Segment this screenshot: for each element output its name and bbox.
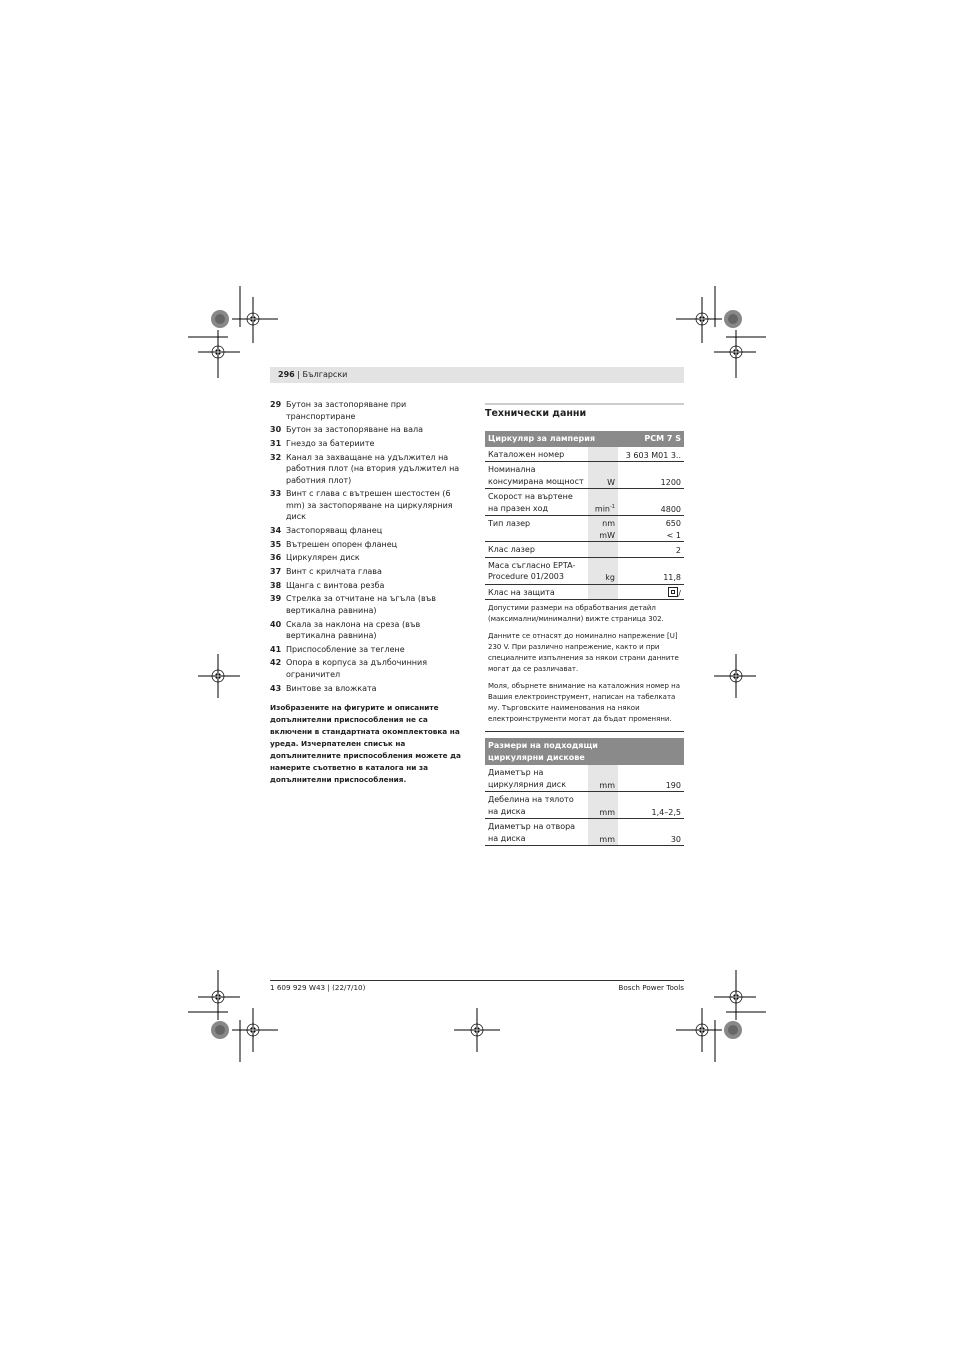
table-footnote: Данните се отнасят до номинално напрежение [U] 230 V. При различно напрежение, както и при специалните изпълнения за някои страни данните могат да се различават.: [488, 632, 679, 673]
row-label: Диаметър на циркулярния диск: [485, 765, 588, 792]
table-row: [485, 792, 684, 819]
item-number: 41: [270, 644, 282, 654]
parts-list: [270, 399, 470, 786]
item-text: Винт с глава с вътрешен шестостен (6 mm) за застопоряване на циркулярния диск: [286, 489, 453, 522]
table-row: [485, 584, 684, 600]
protection-class-icon: [668, 587, 678, 597]
row-unit: kg: [588, 557, 618, 584]
item-number: 39: [270, 594, 282, 604]
item-number: 43: [270, 683, 282, 693]
item-text: Застопоряващ фланец: [286, 525, 383, 535]
item-text: Бутон за застопоряване при транспортиране: [286, 400, 407, 421]
list-item: [270, 539, 470, 551]
row-value: 11,8: [618, 557, 684, 584]
list-item: [270, 424, 470, 436]
row-label: Клас на защита: [485, 584, 588, 600]
table-row: [485, 447, 684, 462]
item-text: Щанга с винтова резба: [286, 580, 385, 590]
item-number: 35: [270, 539, 282, 549]
table-header-model: PCM 7 S: [618, 431, 684, 447]
brand: Bosch Power Tools: [618, 983, 684, 992]
page-footer: [270, 980, 684, 992]
table-row: [485, 542, 684, 558]
row-label: [485, 530, 588, 542]
row-label: Каталожен номер: [485, 447, 588, 462]
divider: [485, 403, 684, 405]
item-text: Гнездо за батериите: [286, 438, 375, 448]
row-value: 650: [665, 519, 681, 528]
list-item: [270, 644, 470, 656]
row-label: Диаметър на отвора на диска: [485, 819, 588, 846]
list-item: [270, 683, 470, 695]
accessories-note: Изобразените на фигурите и описаните допълнителни приспособления не са включени в стандартната окомплектовка на уреда. Изчерпателен списък на допълнителните приспособления можете да намерите съответно в каталога ни за допълнителни приспособления.: [270, 703, 461, 785]
row-value: 190: [618, 765, 684, 792]
table-row: [485, 516, 684, 530]
row-value: 1200: [618, 462, 684, 489]
row-label: Скорост на въртене на празен ход: [485, 489, 588, 516]
row-value: 3 603 M01 3..: [618, 447, 684, 462]
list-item: [270, 593, 470, 616]
item-number: 37: [270, 567, 282, 576]
table-row: [485, 530, 684, 542]
list-item: [270, 657, 470, 680]
table-row: [485, 765, 684, 792]
item-number: 31: [270, 438, 282, 448]
row-label: Маса съгласно EPTA-Procedure 01/2003: [485, 557, 588, 584]
row-label: Клас лазер: [485, 542, 588, 558]
list-item: [270, 619, 470, 642]
item-number: 34: [270, 525, 282, 535]
item-text: Винтове за вложката: [286, 683, 377, 693]
item-number: 33: [270, 489, 282, 499]
table-row: [485, 489, 684, 516]
page-number: 296: [278, 370, 295, 379]
row-value: /: [618, 584, 684, 600]
technical-data-table: [485, 431, 684, 600]
list-item: [270, 452, 470, 487]
table-footnote: Моля, обърнете внимание на каталожния номер на Вашия електроинструмент, написан на табелката му. Търговските наименования на някои електроинструменти могат да бъдат променяни.: [488, 682, 681, 723]
item-text: Канал за захващане на удължител на работния плот (на втория удължител на работния плот): [286, 452, 460, 485]
table-row: [485, 462, 684, 489]
row-unit: mm: [588, 765, 618, 792]
item-text: Циркулярен диск: [286, 553, 360, 563]
item-text: Стрелка за отчитане на ъгъла (във вертикална равнина): [286, 594, 437, 615]
item-text: Бутон за застопоряване на вала: [286, 425, 423, 435]
list-item: [270, 552, 470, 564]
doc-code: 1 609 929 W43 | (22/7/10): [270, 983, 366, 992]
item-text: Вътрешен опорен фланец: [286, 539, 398, 549]
section-title: Технически данни: [485, 408, 587, 419]
item-text: Приспособление за теглене: [286, 644, 405, 654]
page-header: 296 | Български: [270, 367, 684, 383]
table-row: [485, 557, 684, 584]
item-number: 40: [270, 619, 282, 629]
divider: [485, 731, 684, 732]
list-item: [270, 525, 470, 537]
list-item: [270, 399, 470, 422]
row-unit: [588, 542, 618, 558]
row-value: < 1: [618, 530, 684, 542]
item-number: 36: [270, 553, 282, 563]
row-unit: [588, 447, 618, 462]
row-unit: mW: [588, 530, 618, 542]
list-item: [270, 566, 470, 578]
table-header-label: Циркуляр за ламперия: [485, 431, 618, 447]
item-text: Скала за наклона на среза (във вертикална равнина): [286, 619, 421, 641]
list-item: [270, 488, 470, 523]
row-value: 4800: [618, 489, 684, 516]
item-number: 38: [270, 580, 282, 590]
row-unit: nm: [588, 516, 618, 530]
language-label: Български: [302, 370, 348, 379]
blade-sizes-table: [485, 738, 684, 846]
row-unit: mm: [588, 792, 618, 819]
technical-data-section: [485, 403, 684, 846]
row-label: Дебелина на тялото на диска: [485, 792, 588, 819]
item-number: 29: [270, 400, 282, 409]
item-text: Опора в корпуса за дълбочинния ограничител: [286, 658, 428, 679]
row-value: 1,4–2,5: [618, 792, 684, 819]
table-row: [485, 819, 684, 846]
list-item: [270, 580, 470, 592]
row-label: Тип лазер: [488, 519, 531, 528]
item-number: 42: [270, 658, 282, 668]
item-number: 30: [270, 425, 282, 435]
row-unit: W: [588, 462, 618, 489]
row-unit: mm: [588, 819, 618, 846]
row-value: 30: [618, 819, 684, 846]
list-item: [270, 438, 470, 450]
item-number: 32: [270, 452, 282, 462]
row-unit: [588, 584, 618, 600]
blade-table-header: Размери на подходящи циркулярни дискове: [485, 738, 684, 765]
row-unit: $\min^{-1}$: [588, 489, 618, 516]
row-label: Номинална консумирана мощност: [485, 462, 588, 489]
row-value: 2: [618, 542, 684, 558]
item-text: Винт с крилчата глава: [286, 567, 382, 576]
table-footnote: Допустими размери на обработвания детайл (максимални/минимални) вижте страница 302.: [488, 604, 664, 623]
